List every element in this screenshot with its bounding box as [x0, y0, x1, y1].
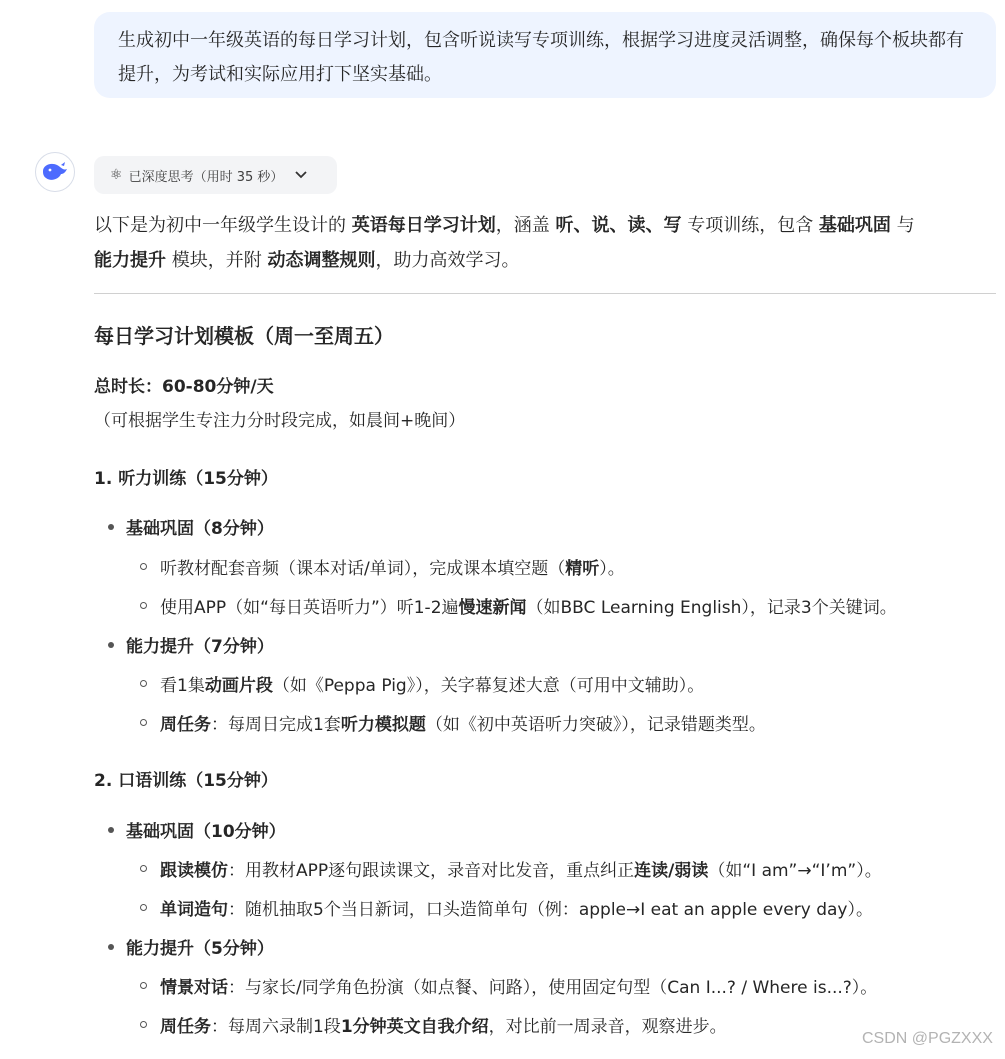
item-text: 使用APP（如“每日英语听力”）听1-2遍: [160, 598, 459, 618]
intro-text: 专项训练，包含: [681, 215, 819, 236]
listening-title: 1. 听力训练（15分钟）: [94, 469, 278, 489]
bullet-circle: [140, 904, 147, 911]
speaking-basic: [108, 817, 286, 842]
item-text: （如《Peppa Pig》），关字幕复述大意（可用中文辅助）。: [272, 676, 705, 696]
item-bold: 精听: [565, 559, 600, 579]
speaking-title: 2. 口语训练（15分钟）: [94, 771, 278, 791]
assistant-answer: [94, 208, 996, 1037]
item-bold: 跟读模仿: [160, 861, 228, 881]
bullet-circle: [140, 719, 147, 726]
item-text: ：随机抽取5个当日新词，口头造简单句（例：apple→I eat an apple every day）。: [228, 900, 873, 920]
speaking-advanced: [108, 934, 274, 959]
intro-bold: 能力提升: [94, 250, 166, 271]
list-item: [140, 671, 704, 696]
bullet-label: 基础巩固（10分钟）: [126, 822, 286, 842]
bullet-circle: [140, 602, 147, 609]
item-bold: 听力模拟题: [340, 715, 426, 735]
intro-bold: 基础巩固: [818, 215, 891, 236]
item-text: （如《初中英语听力突破》），记录错题类型。: [425, 715, 766, 735]
list-item: [140, 856, 882, 881]
list-item: [140, 973, 877, 998]
item-text: 听教材配套音频（课本对话/单词），完成课本填空题（: [160, 559, 566, 579]
bullet-label: 能力提升（5分钟）: [126, 939, 274, 959]
list-item: [140, 593, 897, 618]
item-text: （如BBC Learning English），记录3个关键词。: [526, 598, 897, 618]
item-text: ，对比前一周录音，观察进步。: [488, 1017, 727, 1037]
intro-paragraph: [94, 208, 996, 278]
item-text: 看1集: [160, 676, 205, 696]
intro-text: ，助力高效学习。: [375, 250, 520, 271]
item-bold: 情景对话: [160, 978, 228, 998]
assistant-avatar: [35, 152, 75, 192]
item-text: ：用教材APP逐句跟读课文，录音对比发音，重点纠正: [228, 861, 635, 881]
intro-text: ，涵盖: [495, 215, 556, 236]
divider: [94, 293, 996, 294]
item-bold: 单词造句: [160, 900, 228, 920]
atom-icon: ⚛: [110, 167, 123, 183]
item-text: （如“I am”→“I’m”）。: [708, 861, 882, 881]
bullet-dot: [108, 944, 114, 950]
bullet-dot: [108, 827, 114, 833]
bullet-circle: [140, 680, 147, 687]
bullet-circle: [140, 1021, 147, 1028]
whale-logo-icon: [41, 161, 69, 183]
intro-text: 以下是为初中一年级学生设计的: [94, 215, 352, 236]
intro-bold: 听、说、读、写: [555, 215, 682, 236]
user-message-bubble: [94, 12, 996, 98]
deep-think-label: 已深度思考（用时 35 秒）: [128, 169, 284, 185]
intro-bold: 动态调整规则: [267, 250, 376, 271]
item-text: ）。: [599, 559, 625, 579]
listening-advanced: [108, 632, 274, 657]
list-item: [140, 710, 766, 735]
chevron-down-icon: [295, 171, 307, 179]
item-text: ：与家长/同学角色扮演（如点餐、问路），使用固定句型（Can I...? / Where is...?）。: [228, 978, 878, 998]
bullet-label: 基础巩固（8分钟）: [126, 519, 274, 539]
intro-text: 与: [890, 215, 915, 236]
deep-think-toggle[interactable]: [94, 156, 337, 194]
item-bold: 动画片段: [204, 676, 273, 696]
bullet-label: 能力提升（7分钟）: [126, 637, 274, 657]
listening-basic: [108, 514, 274, 539]
list-item: [140, 1012, 727, 1037]
bullet-circle: [140, 982, 147, 989]
user-message-text: 生成初中一年级英语的每日学习计划，包含听说读写专项训练，根据学习进度灵活调整，确保每个板块都有提升，为考试和实际应用打下坚实基础。: [118, 30, 964, 85]
intro-bold: 英语每日学习计划: [351, 215, 496, 236]
item-bold: 周任务: [160, 715, 211, 735]
item-text: ：每周六录制1段: [211, 1017, 341, 1037]
total-duration: 总时长：60-80分钟/天: [94, 377, 274, 397]
bullet-circle: [140, 563, 147, 570]
plan-title: 每日学习计划模板（周一至周五）: [94, 324, 394, 348]
item-bold: 连读/弱读: [634, 861, 709, 881]
duration-note: （可根据学生专注力分时段完成，如晨间+晚间）: [94, 411, 466, 431]
watermark: CSDN @PGZXXX: [862, 1030, 993, 1047]
bullet-circle: [140, 865, 147, 872]
bullet-dot: [108, 642, 114, 648]
item-text: ：每周日完成1套: [211, 715, 341, 735]
item-bold: 周任务: [160, 1017, 211, 1037]
bullet-dot: [108, 524, 114, 530]
list-item: [140, 895, 873, 920]
intro-text: 模块，并附: [166, 250, 268, 271]
item-bold: 1分钟英文自我介绍: [340, 1017, 489, 1037]
list-item: [140, 554, 625, 579]
item-bold: 慢速新闻: [458, 598, 527, 618]
